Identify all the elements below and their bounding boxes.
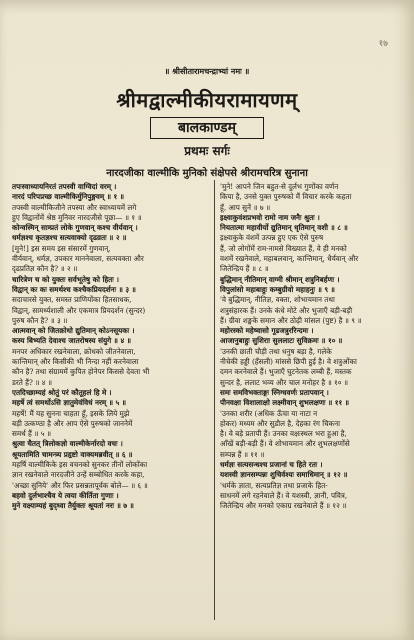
right-translation-line: सुन्दर है, ललाट भव्य और चाल मनोहर है ॥ १० ॥ (220, 377, 349, 387)
right-verse-line: बुद्धिमान् नीतिमान् वाग्मी श्रीमान् शत्रुनिबर्हणः । (220, 274, 340, 284)
book-title: श्रीमद्वाल्मीकीयरामायणम् (116, 88, 298, 112)
right-translation-line: वशमें रखनेवाले, महाबलवान्, कान्तिमान्, धैर्यवान् और (220, 254, 359, 264)
right-verse-line: इक्ष्वाकुवंशप्रभवो रामो नाम जनैः श्रुतः । (220, 212, 320, 222)
right-verse-line: विपुलांसो महाबाहुः कम्बुग्रीवो महाहनुः ॥ ९ ॥ (220, 284, 335, 294)
right-translation-line: जितेन्द्रिय और मनको एकाग्र रखनेवाले हैं ॥ १२ ॥ (220, 501, 347, 511)
right-translation-line: दमन करनेवाले हैं। भुजाएँ घुटनेतक लम्बी हैं, मस्तक (220, 367, 352, 377)
column-divider (214, 180, 215, 620)
right-translation-line: हूँ, आप सुनें ॥ ७ ॥ (220, 202, 271, 212)
left-translation-line: कौन है? तथा संग्राममें कुपित होनेपर किससे देवता भी (12, 367, 150, 377)
right-translation-line: हैं। ग्रीवा शङ्खके समान और ठोढ़ी मांसल (पुष्ट) है ॥ ९ ॥ (220, 315, 362, 325)
left-verse-line: विद्वान् कः कः समर्थश्च कश्चैकप्रियदर्शनः ॥ ३ ॥ (12, 284, 136, 294)
right-translation-line: आँखें बड़ी-बड़ी हैं। वे शोभायमान और शुभलक्षणोंसे (220, 439, 350, 449)
left-translation-line: पुरुष कौन है? ॥ ३ ॥ (12, 315, 68, 325)
left-translation-line: महर्षे! मैं यह सुनना चाहता हूँ, इसके लिये मुझे (12, 408, 130, 418)
left-translation-line: ज्ञान रखनेवाले नारदजीने उन्हें सम्बोधित करके कहा, (12, 470, 145, 480)
left-verse-line: बहवो दुर्लभाश्चैव ये त्वया कीर्तिता गुणाः । (12, 490, 119, 500)
right-translation-line: 'वे बुद्धिमान्, नीतिज्ञ, वक्ता, शोभायमान तथा (220, 295, 335, 305)
sarga-heading: प्रथमः सर्गः (184, 144, 230, 158)
left-translation-line: हुए विद्वानोंमें श्रेष्ठ मुनिवर नारदजीसे पूछा— ॥ १ ॥ (12, 212, 142, 222)
left-translation-line: डरते हैं? ॥ ४ ॥ (12, 377, 53, 387)
page-number: १७ (378, 39, 388, 49)
left-translation-line: मनपर अधिकार रखनेवाला, क्रोधको जीतनेवाला, (12, 346, 136, 356)
left-verse-line: श्रूयतामिति चामन्त्र्य प्रहृष्टो वाक्यमब्रवीत् ॥ ६ ॥ (12, 449, 133, 459)
right-translation-line: जितेन्द्रिय हैं ॥ ८ ॥ (220, 264, 269, 274)
right-verse-line: पीनवक्षा विशालाक्षो लक्ष्मीवान् शुभलक्षणः ॥ ११ ॥ (220, 398, 350, 408)
right-verse-line: यशस्वी ज्ञानसम्पन्नः शुचिर्वश्यः समाधिमान् ॥ १२ ॥ (220, 470, 348, 480)
right-translation-line: साधनमें लगे रहनेवाले हैं। वे यशस्वी, ज्ञानी, पवित्र, (220, 490, 348, 500)
right-verse-line: समः समविभक्ताङ्गः स्निग्धवर्णः प्रतापवान् । (220, 387, 329, 397)
left-verse-line: कस्य बिभ्यति देवाश्च जातरोषस्य संयुगे ॥ ४ ॥ (12, 336, 132, 346)
right-translation-line: है। वे बड़े प्रतापी हैं। उनका वक्षःस्थल भरा हुआ है, (220, 429, 347, 439)
left-verse-line: तपःस्वाध्यायनिरतं तपस्वी वाग्विदां वरम् । (12, 182, 117, 191)
right-translation-line: सम्पन्न हैं ॥ ११ ॥ (220, 449, 265, 459)
right-translation-line: 'उनका शरीर (अधिक ऊँचा या नाटा न (220, 408, 318, 418)
left-verse-line: कोन्वस्मिन् साम्प्रतं लोके गुणवान् कश्च वीर्यवान् । (12, 223, 138, 233)
section-heading: नारदजीका वाल्मीकि मुनिको संक्षेपसे श्रीरामचरित्र सुनाना (106, 168, 308, 179)
right-translation-line: होकर) मध्यम और सुडौल है, देहका रंग चिकना (220, 418, 341, 428)
right-verse-line: धर्मज्ञः सत्यसन्धश्च प्रजानां च हिते रतः । (220, 460, 323, 470)
left-column (12, 182, 212, 512)
right-translation-line: किया है, उनसे युक्त पुरुषको मैं विचार करके कहता (220, 192, 352, 202)
left-translation-line: वीर्यवान्, धर्मज्ञ, उपकार माननेवाला, सत्यवक्ता और (12, 254, 144, 264)
left-verse-line: एतदिच्छाम्यहं श्रोतुं परं कौतूहलं हि मे । (12, 387, 112, 397)
right-verse-line: महोरस्को महेष्वासो गूढजत्रुररिन्दमः । (220, 326, 314, 336)
right-translation-line: इक्ष्वाकुके वंशमें उत्पन्न हुए एक ऐसे पुरुष (220, 233, 324, 243)
left-translation-line: बड़ी उत्कण्ठा है और आप ऐसे पुरुषको जाननेमें (12, 418, 133, 428)
left-verse-line: महर्षे त्वं समर्थोऽसि ज्ञातुमेवंविधं नरम् ॥ ५ ॥ (12, 398, 127, 408)
left-verse-line: श्रुत्वा चैतत् त्रिलोकज्ञो वाल्मीकेर्नारदो वचः । (12, 439, 123, 449)
left-verse-line: मुने वक्ष्याम्यहं बुद्ध्वा तैर्युक्तः श्रूयतां नरः ॥ ७ ॥ (12, 501, 134, 511)
left-translation-line: समर्थ हैं ॥ ५ ॥ (12, 429, 52, 439)
left-translation-line: 'अच्छा सुनिये' और फिर प्रसन्नतापूर्वक बोले— ॥ ६ ॥ (12, 480, 148, 490)
left-verse-line: आत्मवान् को जितक्रोधो द्युतिमान् कोऽनसूयकः । (12, 326, 135, 336)
left-translation-line: सदाचारसे युक्त, समस्त प्राणियोंका हितसाधक, (12, 295, 132, 305)
right-translation-line: 'मुने! आपने जिन बहुत-से दुर्लभ गुणोंका वर्णन (220, 182, 339, 191)
left-verse-line: धर्मज्ञश्च कृतज्ञश्च सत्यवाक्यो दृढव्रतः ॥ २ ॥ (12, 233, 127, 243)
right-column (220, 182, 406, 512)
right-verse-line: आजानुबाहुः सुशिराः सुललाटः सुविक्रमः ॥ १० ॥ (220, 336, 343, 346)
left-translation-line: विद्वान्, सामर्थ्यशाली और एकमात्र प्रियदर्शन (सुन्दर) (12, 305, 146, 315)
left-verse-line: नारदं परिपप्रच्छ वाल्मीकिर्मुनिपुङ्गवम् ॥ १ ॥ (12, 192, 125, 202)
left-verse-line: चारित्रेण च को युक्तः सर्वभूतेषु को हितः । (12, 274, 119, 284)
kanda-title-box: बालकाण्डम् (150, 117, 264, 139)
right-translation-line: 'उनकी छाती चौड़ी तथा धनुष बड़ा है, गलेके (220, 346, 332, 356)
right-translation-line: हैं, जो लोगोंमें राम-नामसे विख्यात हैं, वे ही मनको (220, 243, 347, 253)
right-translation-line: 'धर्मके ज्ञाता, सत्यप्रतिज्ञ तथा प्रजाके हित- (220, 480, 328, 490)
left-translation-line: महर्षि वाल्मीकिके इस वचनको सुनकर तीनों लोकोंका (12, 460, 148, 470)
right-translation-line: शत्रुसंहारक हैं। उनके कंधे मोटे और भुजाएँ बड़ी-बड़ी (220, 305, 353, 315)
left-translation-line: कान्तिमान् और किसीकी भी निन्दा नहीं करनेवाला (12, 357, 139, 367)
invocation-line: ॥ श्रीसीतारामचन्द्राभ्यां नमः ॥ (164, 66, 250, 76)
left-translation-line: [मुने!] इस समय इस संसारमें गुणवान्, (12, 243, 111, 253)
right-verse-line: नियतात्मा महावीर्यो द्युतिमान् धृतिमान् वशी ॥ ८ ॥ (220, 223, 348, 233)
left-translation-line: तपस्वी वाल्मीकिजीने तपस्या और स्वाध्यायमें लगे (12, 202, 137, 212)
left-translation-line: दृढप्रतिज्ञ कौन है? ॥ २ ॥ (12, 264, 78, 274)
right-translation-line: नीचेकी हड्डी (हँसली) मांससे छिपी हुई है। वे शत्रुओंका (220, 357, 357, 367)
